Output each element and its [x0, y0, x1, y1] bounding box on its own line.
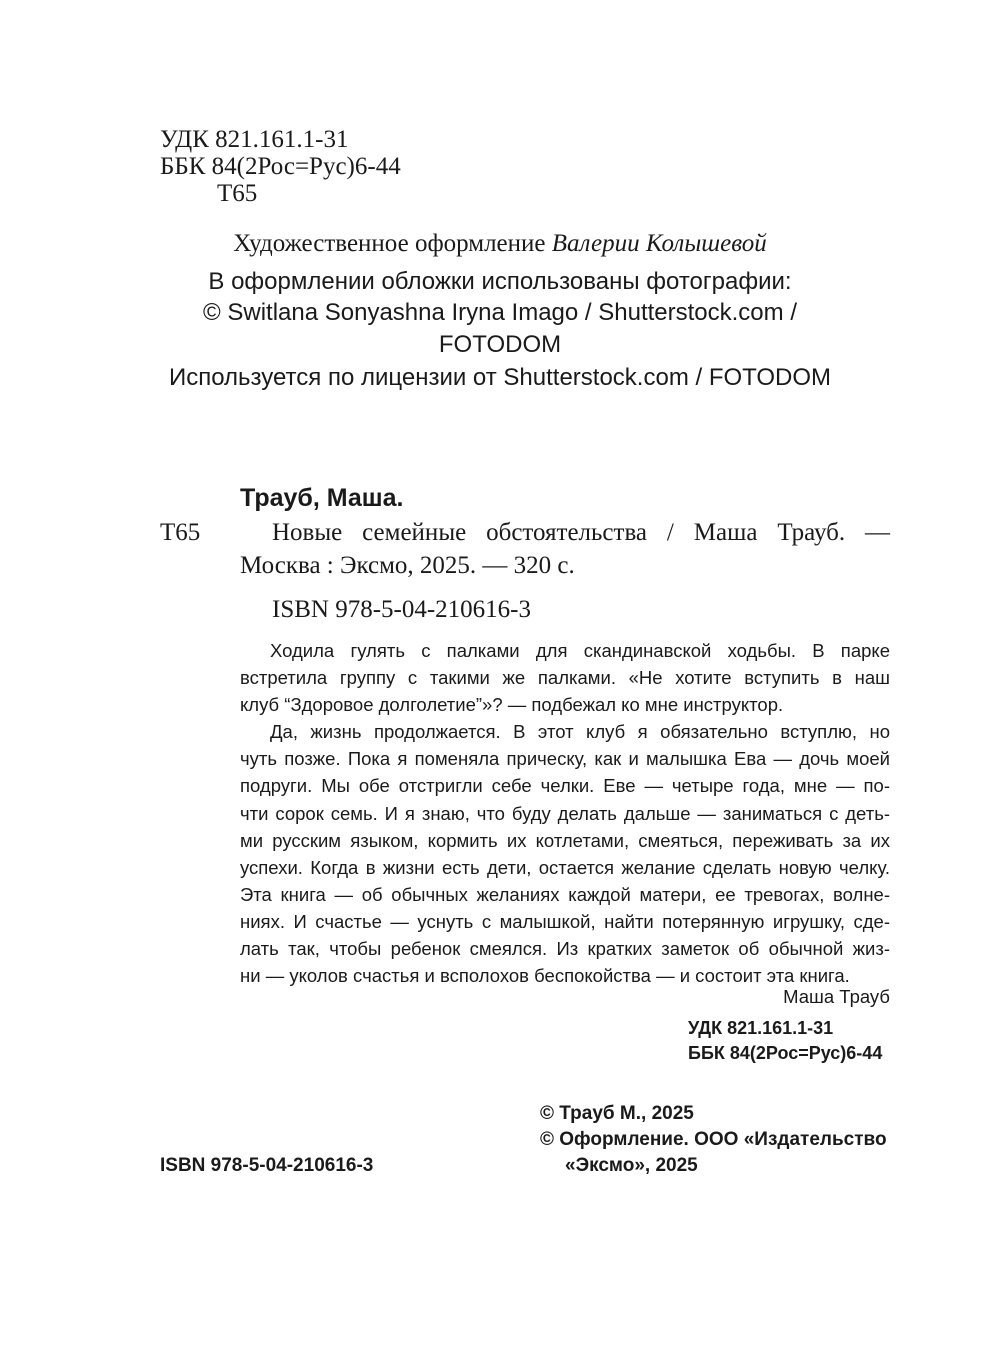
cover-photos-line: В оформлении обложки использованы фотографии:	[208, 268, 792, 295]
annotation-line: подруги. Мы обе отстригли себе челки. Еве — четыре года, мне — по-	[240, 775, 890, 797]
author-mark-record: Т65	[160, 519, 201, 546]
author-heading: Трауб, Маша.	[240, 484, 404, 512]
publication-line: Москва : Эксмо, 2025. — 320 с.	[240, 552, 575, 579]
isbn-footer: ISBN 978-5-04-210616-3	[160, 1155, 374, 1176]
photo-credit-line-2: FOTODOM	[438, 331, 562, 358]
bbk-code-bottom: ББК 84(2Рос=Рус)6-44	[688, 1043, 883, 1063]
udk-code-bottom: УДК 821.161.1-31	[688, 1018, 834, 1038]
annotation-line: чуть позже. Пока я поменяла прическу, как и малышка Ева — дочь моей	[240, 748, 890, 770]
annotation-line: Ходила гулять с палками для скандинавской ходьбы. В парке	[270, 640, 890, 661]
design-label: Художественное оформление	[233, 230, 546, 257]
annotation-line: чти сорок семь. И я знаю, что буду делать дальше — заниматься с деть-	[240, 802, 890, 824]
isbn-record: ISBN 978-5-04-210616-3	[272, 596, 532, 623]
bbk-code-top: ББК 84(2Рос=Рус)6-44	[160, 153, 401, 180]
annotation-line: Да, жизнь продолжается. В этот клуб я обязательно вступлю, но	[270, 721, 890, 743]
designer-name: Валерии Колышевой	[551, 230, 767, 257]
annotation-line: ниях. И счастье — уснуть с малышкой, найти потерянную игрушку, сде-	[240, 910, 890, 932]
copyright-design-line-1: © Оформление. ООО «Издательство	[540, 1129, 887, 1150]
license-line: Используется по лицензии от Shutterstock.com / FOTODOM	[168, 364, 832, 391]
annotation-line: ми русским языком, кормить их котлетами, смеяться, переживать за их	[240, 829, 890, 851]
copyright-design-line-2: «Эксмо», 2025	[565, 1155, 698, 1176]
annotation-line: Эта книга — об обычных желаниях каждой матери, ее тревогах, волне-	[240, 883, 890, 905]
annotation-line: встретила группу с такими же палками. «Не хотите вступить в наш	[240, 667, 890, 689]
annotation-line: лать так, чтобы ребенок смеялся. Из кратких заметок об обычной жиз-	[240, 938, 890, 960]
design-credit-line	[0, 228, 1000, 259]
author-mark-top: Т65	[217, 180, 258, 207]
annotation	[240, 637, 890, 989]
copyright-author: © Трауб М., 2025	[540, 1103, 694, 1124]
photo-credit-line-1: © Switlana Sonyashna Iryna Imago / Shutterstock.com /	[203, 299, 797, 326]
udk-code-top: УДК 821.161.1-31	[160, 126, 349, 153]
title-line: Новые семейные обстоятельства / Маша Трауб. —	[272, 519, 890, 546]
annotation-signature: Маша Трауб	[783, 986, 890, 1007]
annotation-line: ни — уколов счастья и всполохов беспокойства — и состоит эта книга.	[240, 965, 850, 987]
annotation-line: успехи. Когда в жизни есть дети, остается желание сделать новую челку.	[240, 856, 890, 878]
annotation-line: клуб “Здоровое долголетие”»? — подбежал ко мне инструктор.	[240, 694, 784, 716]
